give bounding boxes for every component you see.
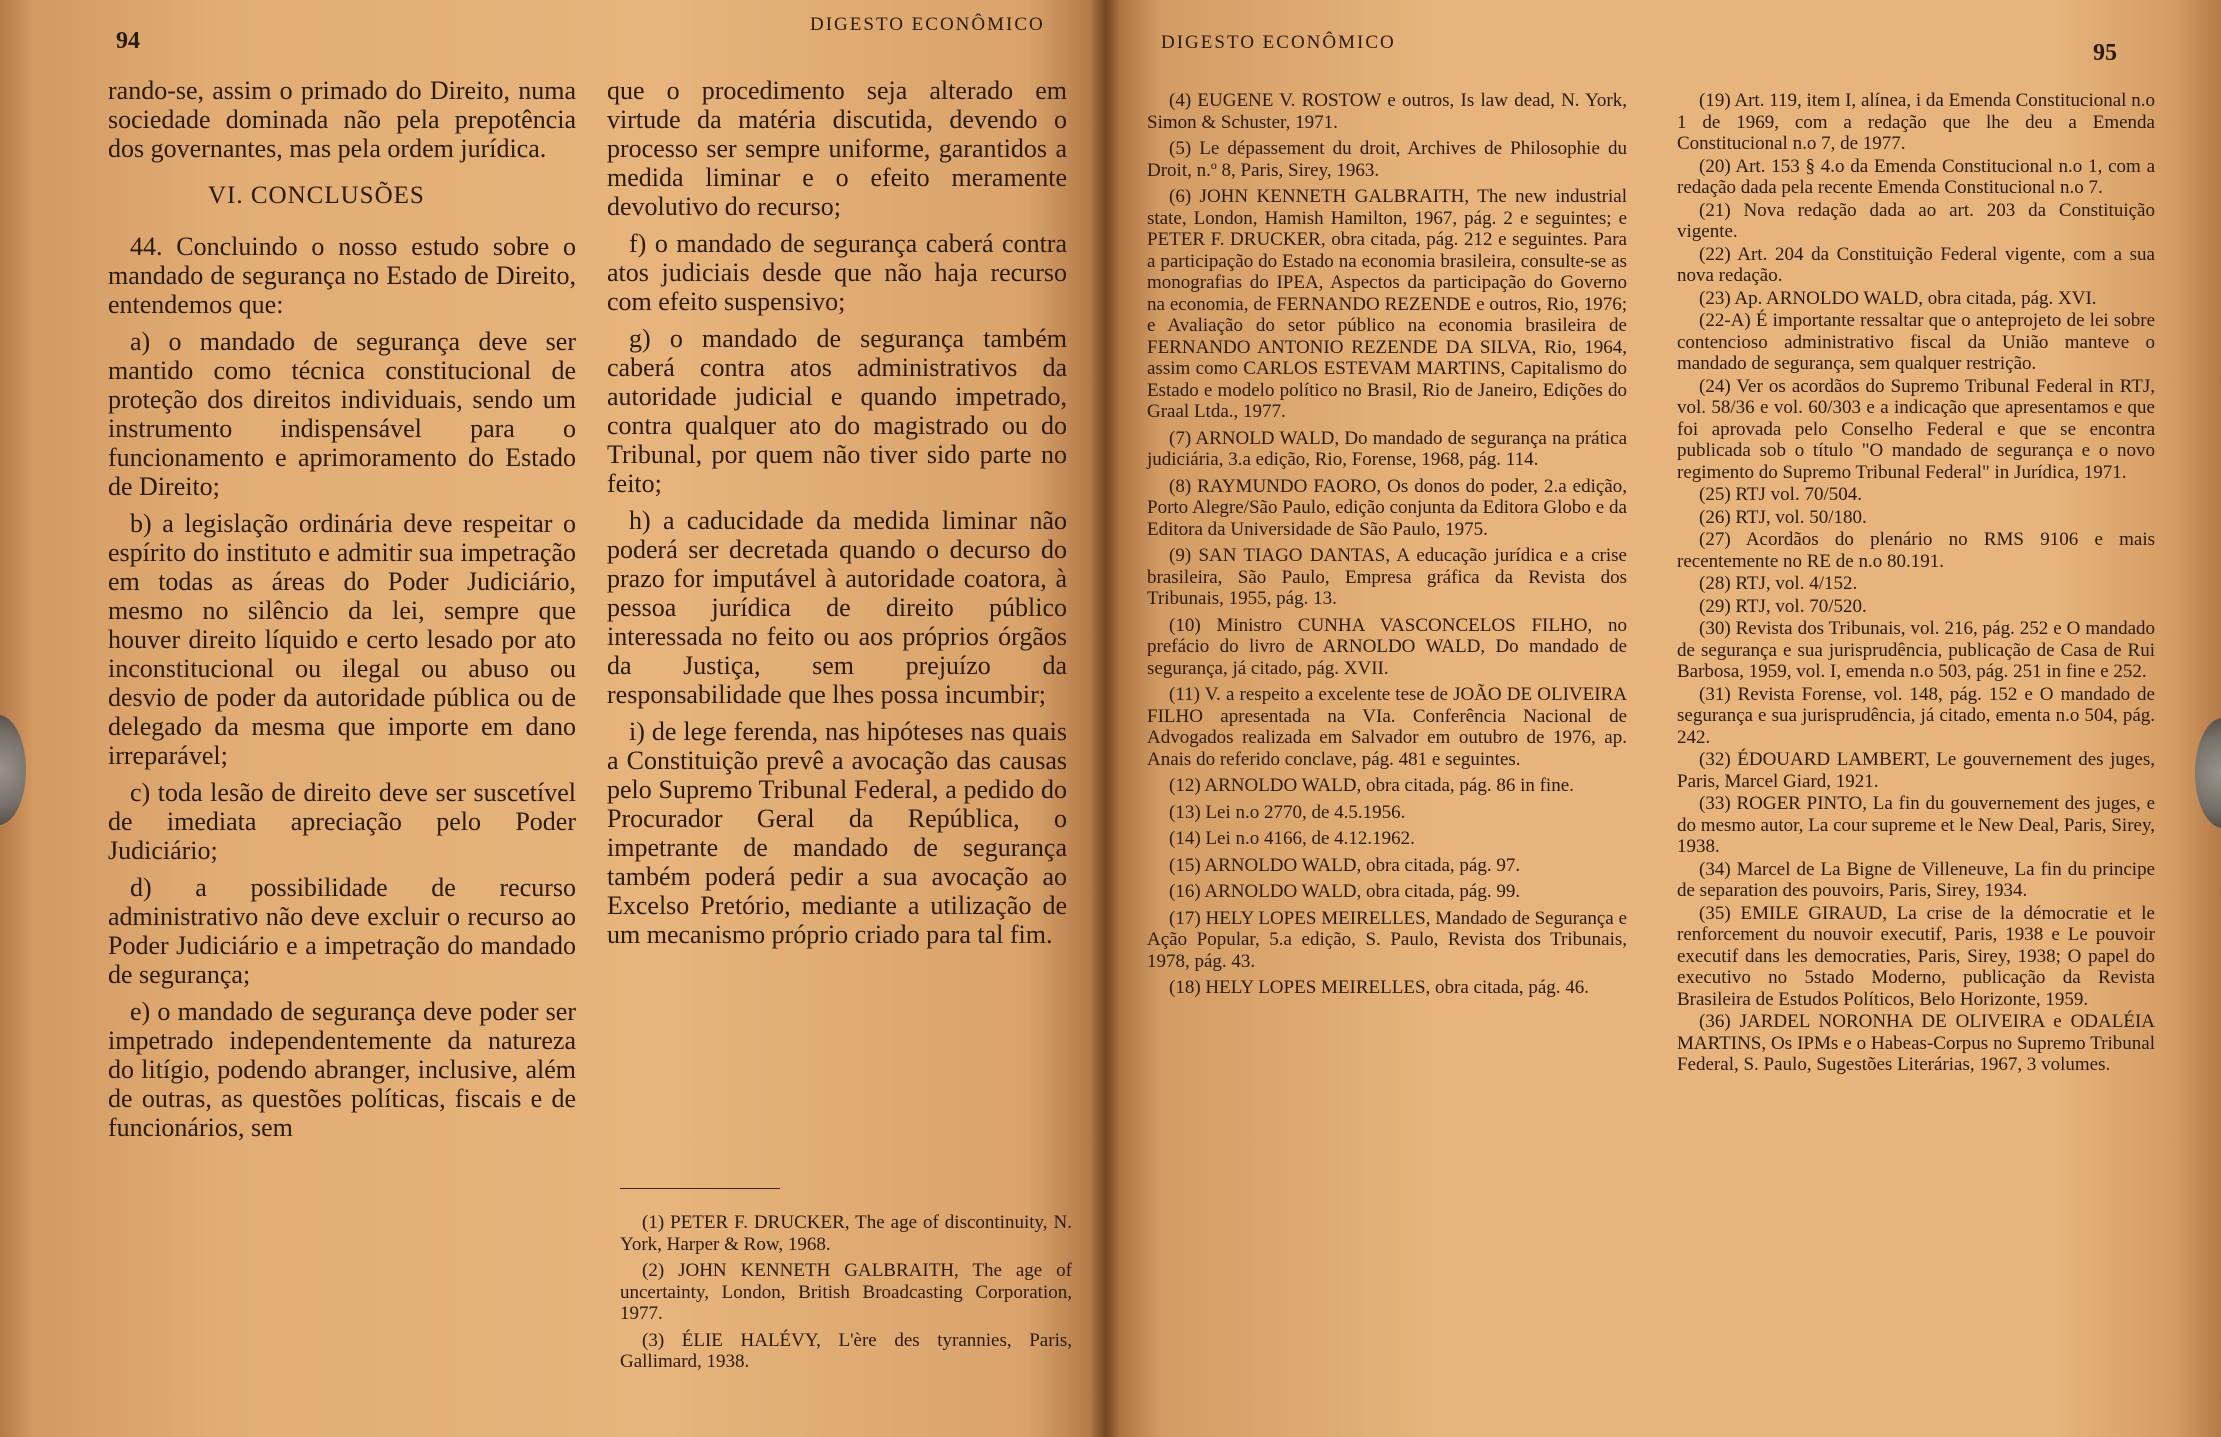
footnote: (8) RAYMUNDO FAORO, Os donos do poder, 2.a edição, Porto Alegre/São Paulo, edição conjunta da Editora Globo e da Editora da Universidade de São Paulo, 1975. xyxy=(1147,475,1627,540)
footnote: (23) Ap. ARNOLDO WALD, obra citada, pág. XVI. xyxy=(1699,287,2097,309)
footnote: (16) ARNOLDO WALD, obra citada, pág. 99. xyxy=(1169,881,1521,902)
left-page xyxy=(0,0,1105,1437)
footnote: (18) HELY LOPES MEIRELLES, obra citada, pág. 46. xyxy=(1169,977,1590,998)
footnote: (27) Acordãos do plenário no RMS 9106 e mais recentemente no RE de n.o 80.191. xyxy=(1677,529,2155,572)
footnote: (36) JARDEL NORONHA DE OLIVEIRA e ODALÉIA MARTINS, Os IPMs e o Habeas-Corpus no Supremo Tribunal Federal, S. Paulo, Sugestões Literárias, 1967, 3 volumes. xyxy=(1677,1011,2155,1075)
list-item: h) a caducidade da medida liminar não poderá ser decretada quando o decurso do prazo for imputável à autoridade coatora, à pessoa jurídica de direito público interessada no feito ou aos próprios órgãos da Justiça, sem prejuízo da responsabilidade que lhes possa incumbir; xyxy=(607,506,1067,709)
running-head: DIGESTO ECONÔMICO xyxy=(1161,32,1396,53)
footnote: (2) JOHN KENNETH GALBRAITH, The age of uncertainty, London, British Broadcasting Corporation, 1977. xyxy=(620,1260,1072,1324)
footnote: (20) Art. 153 § 4.o da Emenda Constitucional n.o 1, com a redação dada pela recente Emenda Constitucional n.o 7. xyxy=(1677,155,2155,198)
footnote: (17) HELY LOPES MEIRELLES, Mandado de Segurança e Ação Popular, 5.a edição, S. Paulo, Revista dos Tribunais, 1978, pág. 43. xyxy=(1147,907,1627,972)
list-item: g) o mandado de segurança também caberá contra atos administrativos da autoridade judicial e quando impetrado, contra qualquer ato do magistrado ou do Tribunal, por quem não tiver sido parte no feito; xyxy=(607,324,1067,498)
right-column-2 xyxy=(1677,90,2155,1077)
footnote: (5) Le dépassement du droit, Archives de Philosophie du Droit, n.º 8, Paris, Sirey, 1963. xyxy=(1147,138,1627,181)
footnote: (32) ÉDOUARD LAMBERT, Le gouvernement des juges, Paris, Marcel Giard, 1921. xyxy=(1677,749,2155,792)
footnote: (1) PETER F. DRUCKER, The age of discontinuity, N. York, Harper & Row, 1968. xyxy=(620,1212,1072,1255)
footnote: (26) RTJ, vol. 50/180. xyxy=(1699,506,1867,528)
footnote: (10) Ministro CUNHA VASCONCELOS FILHO, no prefácio do livro de ARNOLDO WALD, Do mandado de segurança, já citado, pág. XVII. xyxy=(1147,614,1627,679)
book-gutter xyxy=(1090,0,1120,1437)
list-item: d) a possibilidade de recurso administrativo não deve excluir o recurso ao Poder Judiciário e a impetração do mandado de segurança; xyxy=(108,873,576,989)
footnote-rule xyxy=(620,1188,780,1189)
footnote: (19) Art. 119, item I, alínea, i da Emenda Constitucional n.o 1 de 1969, com a redação que lhe deu a Emenda Constitucional n.o 7, de 1977. xyxy=(1677,90,2155,154)
footnote: (24) Ver os acordãos do Supremo Tribunal Federal in RTJ, vol. 58/36 e vol. 60/303 e a indicação que apresentamos e que foi aprovada pelo Conselho Federal e que se encontra publicada sob o título "O mandado de segurança e o novo regimento do Supremo Tribunal Federal" in Jurídica, 1971. xyxy=(1677,375,2155,483)
footnote: (34) Marcel de La Bigne de Villeneuve, La fin du principe de separation des pouvoirs, Paris, Sirey, 1934. xyxy=(1677,858,2155,901)
running-head: DIGESTO ECONÔMICO xyxy=(810,14,1045,35)
footnote: (25) RTJ vol. 70/504. xyxy=(1699,484,1862,505)
footnote: (13) Lei n.o 2770, de 4.5.1956. xyxy=(1169,801,1406,823)
footnote: (33) ROGER PINTO, La fin du gouvernement des juges, e do mesmo autor, La cour supreme et le New Deal, Paris, Sirey, 1938. xyxy=(1677,793,2155,857)
paragraph: 44. Concluindo o nosso estudo sobre o mandado de segurança no Estado de Direito, entendemos que: xyxy=(108,232,576,319)
footnote: (28) RTJ, vol. 4/152. xyxy=(1699,573,1858,594)
footnote: (4) EUGENE V. ROSTOW e outros, Is law dead, N. York, Simon & Schuster, 1971. xyxy=(1147,90,1627,133)
footnote: (12) ARNOLDO WALD, obra citada, pág. 86 in fine. xyxy=(1169,775,1574,796)
footnote: (22-A) É importante ressaltar que o anteprojeto de lei sobre contencioso administrativo fiscal da União manteve o mandado de segurança, sem qualquer restrição. xyxy=(1677,310,2155,374)
paragraph: rando-se, assim o primado do Direito, numa sociedade dominada não pela prepotência dos governantes, mas pela ordem jurídica. xyxy=(108,76,576,163)
footnote: (9) SAN TIAGO DANTAS, A educação jurídica e a crise brasileira, São Paulo, Empresa gráfica da Revista dos Tribunais, 1955, pág. 13. xyxy=(1147,545,1627,609)
footnote: (35) EMILE GIRAUD, La crise de la démocratie et le renforcement du nouvoir executif, Paris, 1938 e Le pouvoir executif dans les democraties, Paris, Sirey, 1938; O papel do executivo no 5stado Moderno, publicação da Revista Brasileira de Estudos Políticos, Belo Horizonte, 1959. xyxy=(1677,902,2155,1010)
footnote: (11) V. a respeito a excelente tese de JOÃO DE OLIVEIRA FILHO apresentada na VIa. Conferência Nacional de Advogados realizada em Salvador em outubro de 1976, ap. Anais do referido conclave, pág. 481 e seguintes. xyxy=(1147,684,1627,770)
section-heading: VI. CONCLUSÕES xyxy=(208,182,425,209)
right-column-1 xyxy=(1147,90,1627,1004)
page-number: 95 xyxy=(2093,40,2117,66)
footnote: (29) RTJ, vol. 70/520. xyxy=(1699,595,1867,617)
list-item: i) de lege ferenda, nas hipóteses nas quais a Constituição prevê a avocação das causas pelo Supremo Tribunal Federal, a pedido do Procurador Geral da República, o impetrante de mandado de segurança também poderá pedir a sua avocação ao Excelso Pretório, mediante a utilização de um mecanismo próprio criado para tal fim. xyxy=(607,717,1067,949)
list-item: e) o mandado de segurança deve poder ser impetrado independentemente da natureza do litígio, podendo abranger, inclusive, além de outras, as questões políticas, fiscais e de funcionários, sem xyxy=(108,997,576,1142)
paragraph: que o procedimento seja alterado em virtude da matéria discutida, devendo o processo ser sempre uniforme, garantidos a medida liminar e o efeito meramente devolutivo do recurso; xyxy=(607,76,1067,221)
footnote: (7) ARNOLD WALD, Do mandado de segurança na prática judiciária, 3.a edição, Rio, Forense, 1968, pág. 114. xyxy=(1147,427,1627,470)
footnote: (21) Nova redação dada ao art. 203 da Constituição vigente. xyxy=(1677,199,2155,242)
list-item: b) a legislação ordinária deve respeitar o espírito do instituto e admitir sua impetração em todas as áreas do Poder Judiciário, mesmo no silêncio da lei, sempre que houver direito líquido e certo lesado por ato inconstitucional ou ilegal ou abuso ou desvio de poder da autoridade pública ou de delegado da mesma que importe em dano irreparável; xyxy=(108,509,576,770)
page-number: 94 xyxy=(116,28,140,54)
footnote: (6) JOHN KENNETH GALBRAITH, The new industrial state, London, Hamish Hamilton, 1967, pág. 2 e seguintes; e PETER F. DRUCKER, obra citada, pág. 212 e seguintes. Para a participação do Estado na economia brasileira, consulte-se as monografias do IPEA, Aspectos da participação do Governo na economia, de FERNANDO REZENDE e outros, Rio, 1976; e Avaliação do setor público na economia brasileira de FERNANDO ANTONIO REZENDE DA SILVA, Rio, 1964, assim como CARLOS ESTEVAM MARTINS, Capitalismo do Estado e modelo político no Brasil, Rio de Janeiro, Edições do Graal Ltda., 1977. xyxy=(1147,186,1627,422)
footnote: (3) ÉLIE HALÉVY, L'ère des tyrannies, Paris, Gallimard, 1938. xyxy=(620,1329,1072,1372)
list-item: f) o mandado de segurança caberá contra atos judiciais desde que não haja recurso com efeito suspensivo; xyxy=(607,229,1067,316)
footnote: (22) Art. 204 da Constituição Federal vigente, com a sua nova redação. xyxy=(1677,243,2155,286)
left-column-2 xyxy=(607,76,1067,957)
list-item: c) toda lesão de direito deve ser suscetível de imediata apreciação pelo Poder Judiciário; xyxy=(108,778,576,865)
list-item: a) o mandado de segurança deve ser mantido como técnica constitucional de proteção dos direitos individuais, sendo um instrumento indispensável para o funcionamento e aprimoramento do Estado de Direito; xyxy=(108,327,576,501)
right-page xyxy=(1105,0,2221,1437)
left-footnotes xyxy=(620,1212,1072,1378)
footnote: (31) Revista Forense, vol. 148, pág. 152 e O mandado de segurança e sua jurisprudência, já citado, ementa n.o 504, pág. 242. xyxy=(1677,683,2155,748)
left-column-1 xyxy=(108,76,576,1150)
footnote: (15) ARNOLDO WALD, obra citada, pág. 97. xyxy=(1169,854,1521,876)
footnote: (30) Revista dos Tribunais, vol. 216, pág. 252 e O mandado de segurança e sua jurisprudência, publicação de Casa de Rui Barbosa, 1959, vol. I, emenda n.o 503, pág. 251 in fine e 252. xyxy=(1677,618,2155,682)
footnote: (14) Lei n.o 4166, de 4.12.1962. xyxy=(1169,828,1415,849)
